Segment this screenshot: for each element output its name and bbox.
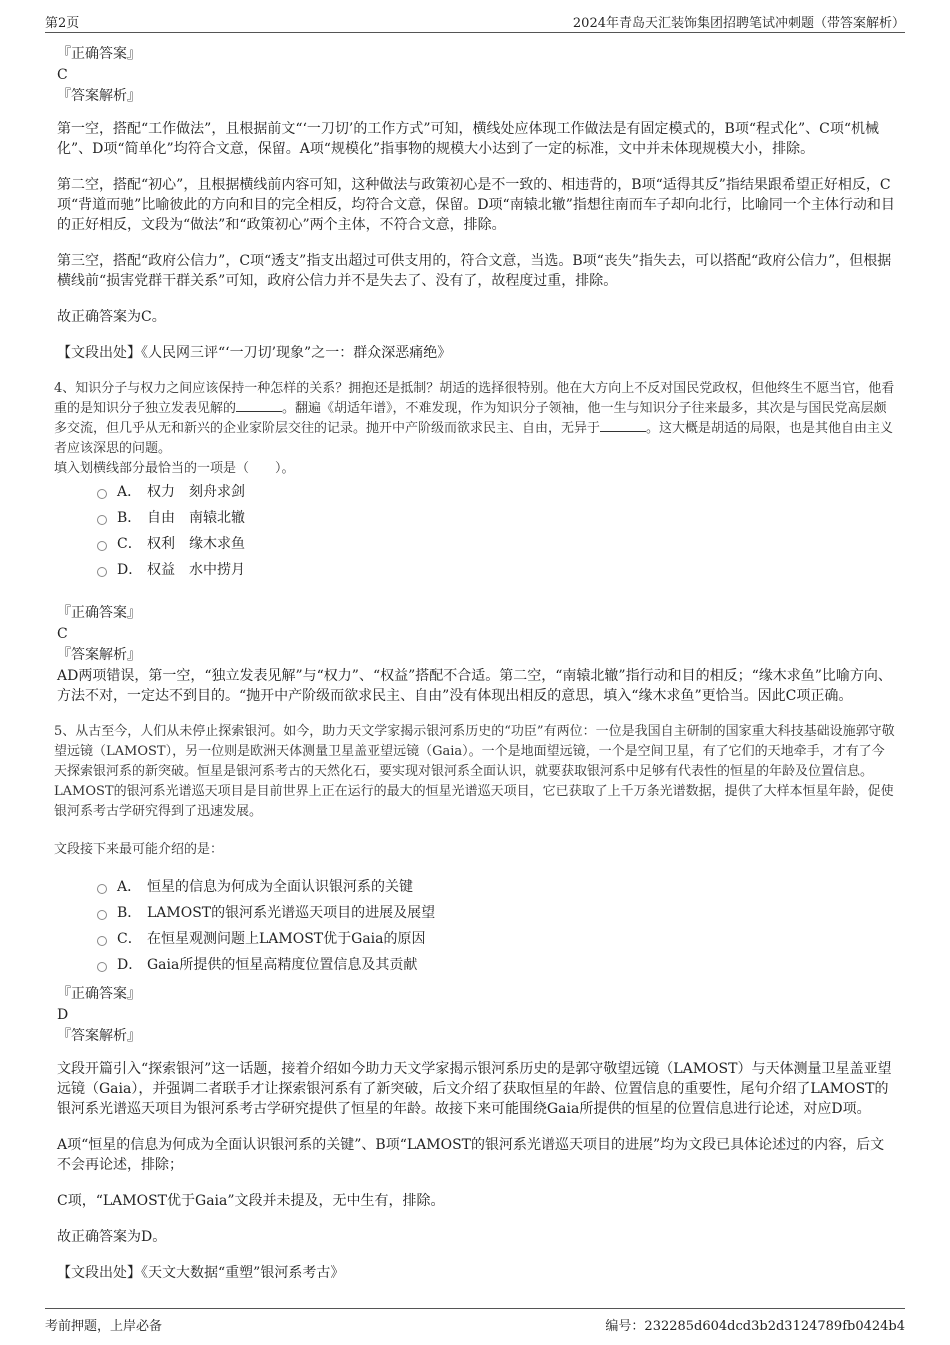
answer-label: 『正确答案』 xyxy=(57,986,141,1002)
option-letter: D． xyxy=(117,957,143,973)
radio-icon[interactable] xyxy=(97,567,107,577)
analysis-label: 『答案解析』 xyxy=(57,647,141,663)
option-a[interactable] xyxy=(97,479,897,505)
answer-value: C xyxy=(57,67,68,83)
option-letter: C． xyxy=(117,536,142,552)
source-citation: 【文段出处】《天文大数据“重塑”银河系考古》 xyxy=(57,1265,345,1281)
answer-value: C xyxy=(57,626,68,642)
blank-line xyxy=(236,399,282,412)
document-code: 编号：232285d604dcd3b2d3124789fb0424b4 xyxy=(605,1319,905,1334)
radio-icon[interactable] xyxy=(97,515,107,525)
radio-icon[interactable] xyxy=(97,962,107,972)
analysis-paragraph: 文段开篇引入“探索银河”这一话题，接着介绍如今助力天文学家揭示银河系历史的是郭守敬望远镜（LAMOST）与天体测量卫星盖亚望远镜（Gaia），并强调二者联手才让探索银河系有了新突破，后文介绍了获取恒星的年龄、位置信息的重要性，尾句介绍了LAMOST的银河系光谱巡天项目为银河系考古学研究提供了恒星的年龄。故接下来可能围绕Gaia所提供的恒星的位置信息进行论述，对应D项。 xyxy=(57,1061,892,1117)
option-text: Gaia所提供的恒星高精度位置信息及其贡献 xyxy=(147,957,418,973)
option-list xyxy=(97,479,897,583)
question-stem: 5、从古至今，人们从未停止探索银河。如今，助力天文学家揭示银河系历史的“功臣”有两位：一位是我国自主研制的国家重大科技基础设施郭守敬望远镜（LAMOST），另一位则是欧洲天体测量卫星盖亚望远镜（Gaia）。一个是地面望远镜，一个是空间卫星，有了它们的天地牵手，才有了今天探索银河系的新突破。恒星是银河系考古的天然化石，要实现对银河系全面认识，就要获取银河系中足够有代表性的恒星的年龄及位置信息。LAMOST的银河系光谱巡天项目是目前世界上正在运行的最大的恒星光谱巡天项目，它已获取了上千万条光谱数据，提供了大样本恒星年龄，促使银河系考古学研究得到了迅速发展。 xyxy=(54,724,895,819)
analysis-conclusion: 故正确答案为C。 xyxy=(57,309,166,325)
option-d[interactable] xyxy=(97,952,897,978)
analysis-label: 『答案解析』 xyxy=(57,1028,141,1044)
page-number: 第2页 xyxy=(45,16,80,31)
radio-icon[interactable] xyxy=(97,489,107,499)
option-b[interactable] xyxy=(97,505,897,531)
question-stem xyxy=(54,379,897,459)
analysis-conclusion: 故正确答案为D。 xyxy=(57,1229,167,1245)
option-letter: D． xyxy=(117,562,143,578)
radio-icon[interactable] xyxy=(97,910,107,920)
page-header xyxy=(45,10,905,33)
analysis-paragraph: 第三空，搭配“政府公信力”，C项“透支”指支出超过可供支用的，符合文意，当选。B项“丧失”指失去，可以搭配“政府公信力”，但根据横线前“损害党群干群关系”可知，政府公信力并不是失去了、没有了，故程度过重，排除。 xyxy=(57,253,892,289)
option-text: 权力 刻舟求剑 xyxy=(147,484,245,500)
answer-label: 『正确答案』 xyxy=(57,46,141,62)
option-c[interactable] xyxy=(97,926,897,952)
footer-slogan: 考前押题，上岸必备 xyxy=(45,1319,163,1334)
option-b[interactable] xyxy=(97,900,897,926)
option-c[interactable] xyxy=(97,531,897,557)
option-text: 在恒星观测问题上LAMOST优于Gaia的原因 xyxy=(147,931,426,947)
question-text: 。这大概是胡适的局限，也是其他自由主义者应该深思的问题。 xyxy=(54,421,894,456)
option-text: 权益 水中捞月 xyxy=(147,562,245,578)
question-text: 4、知识分子与权力之间应该保持一种怎样的关系？拥抱还是抵制？胡适的选择很特别。他在大方向上不反对国民党政权，但他终生不愿当官，他看重的是知识分子独立发表见解的 xyxy=(54,381,895,416)
option-letter: B． xyxy=(117,905,142,921)
question-prompt: 填入划横线部分最恰当的一项是（ ）。 xyxy=(54,461,295,476)
option-letter: B． xyxy=(117,510,142,526)
answer-value: D xyxy=(57,1007,69,1023)
question-text: 。翻遍《胡适年谱》，不难发现，作为知识分子领袖，他一生与知识分子往来最多，其次是与国民党高层颇多交流，但几乎从无和新兴的企业家阶层交往的记录。抛开中产阶级而欲求民主、自由，无异于 xyxy=(54,401,887,436)
option-a[interactable] xyxy=(97,874,897,900)
option-text: LAMOST的银河系光谱巡天项目的进展及展望 xyxy=(147,905,436,921)
option-list xyxy=(97,874,897,978)
option-d[interactable] xyxy=(97,557,897,583)
analysis-label: 『答案解析』 xyxy=(57,88,141,104)
option-letter: C． xyxy=(117,931,142,947)
analysis-paragraph: A项“恒星的信息为何成为全面认识银河系的关键”、B项“LAMOST的银河系光谱巡天项目的进展”均为文段已具体论述过的内容，后文不会再论述，排除； xyxy=(57,1137,885,1173)
analysis-paragraph: C项，“LAMOST优于Gaia”文段并未提及，无中生有，排除。 xyxy=(57,1193,445,1209)
radio-icon[interactable] xyxy=(97,541,107,551)
option-text: 恒星的信息为何成为全面认识银河系的关键 xyxy=(147,879,413,895)
page-footer xyxy=(45,1308,905,1333)
analysis-paragraph: 第一空，搭配“工作做法”，且根据前文“‘一刀切’的工作方式”可知，横线处应体现工作做法是有固定模式的，B项“程式化”、C项“机械化”、D项“简单化”均符合文意，保留。A项“规模化”指事物的规模大小达到了一定的标准，文中并未体现规模大小，排除。 xyxy=(57,121,879,157)
document-title: 2024年青岛天汇装饰集团招聘笔试冲刺题（带答案解析） xyxy=(572,16,905,31)
analysis-paragraph: AD两项错误，第一空，“独立发表见解”与“权力”、“权益”搭配不合适。第二空，“南辕北辙”指行动和目的相反；“缘木求鱼”比喻方向、方法不对，一定达不到目的。“抛开中产阶级而欲求民主、自由”没有体现出相反的意思，填入“缘木求鱼”更恰当。因此C项正确。 xyxy=(57,668,892,704)
option-letter: A． xyxy=(117,879,142,895)
question-prompt: 文段接下来最可能介绍的是： xyxy=(54,842,224,857)
blank-line xyxy=(600,419,646,432)
radio-icon[interactable] xyxy=(97,884,107,894)
option-text: 自由 南辕北辙 xyxy=(147,510,245,526)
option-letter: A． xyxy=(117,484,142,500)
answer-label: 『正确答案』 xyxy=(57,605,141,621)
source-citation: 【文段出处】《人民网三评“‘一刀切’现象”之一：群众深恶痛绝》 xyxy=(57,345,452,361)
document-body xyxy=(54,44,897,1283)
analysis-paragraph: 第二空，搭配“初心”，且根据横线前内容可知，这种做法与政策初心是不一致的、相违背的，B项“适得其反”指结果跟希望正好相反，C项“背道而驰”比喻彼此的方向和目的完全相反，均符合文意，保留。D项“南辕北辙”指想往南而车子却向北行，比喻同一个主体行动和目的正好相反，文段为“做法”和“政策初心”两个主体，不符合文意，排除。 xyxy=(57,177,895,233)
option-text: 权利 缘木求鱼 xyxy=(147,536,245,552)
radio-icon[interactable] xyxy=(97,936,107,946)
